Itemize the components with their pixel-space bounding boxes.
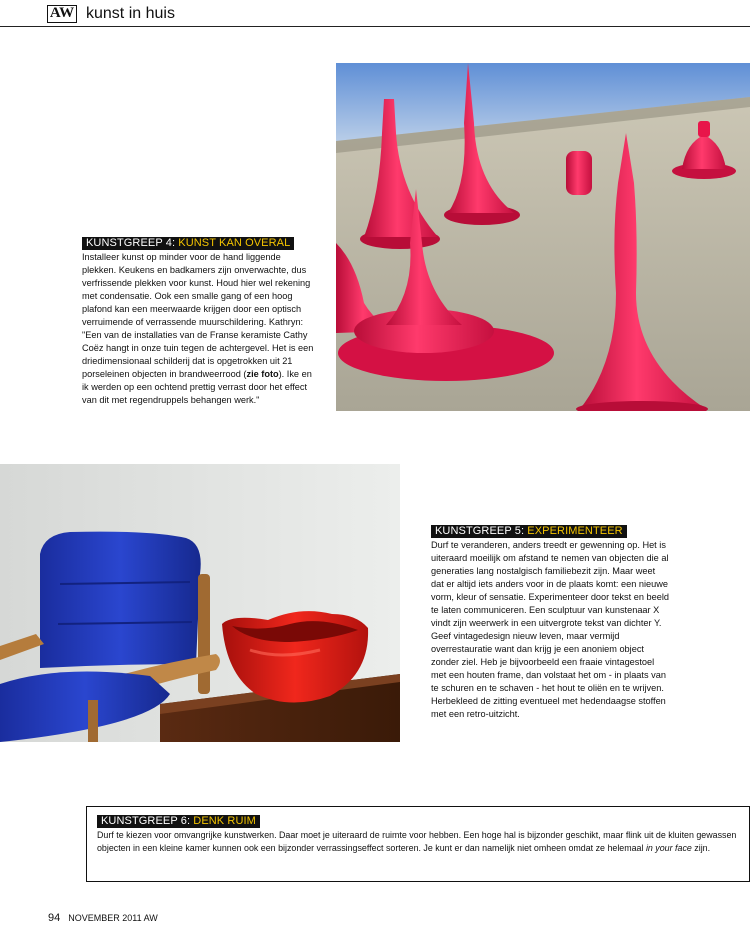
tip-4-text-bold: zie foto [246,369,279,379]
tip-5-paragraph-1: Durf te veranderen, anders treedt er gewenning op. Het is uiteraard moeilijk om afstand te nemen van objecten die al generaties lang nostalgisch familiebezit zijn. Maar weet dat er altijd iets anders voor in de plaats komt: een nieuwe vorm, kleur of sensatie. Experimenteer door tekst en beeld te laten communiceren. Een sculptuur van kunstenaar X vindt zijn weerwerk in een uitvergrote tekst van dichter Y. [431,540,669,628]
magazine-logo: AW [47,5,77,23]
tip-4-highlight: KUNST KAN OVERAL [178,237,291,249]
tip-6-body [97,829,739,855]
tip-4-prefix: KUNSTGREEP 4: [86,237,179,249]
section-title: kunst in huis [86,5,175,22]
page-footer [48,912,158,924]
blue-chair-red-bowl-photo [0,464,400,742]
tip-4-title [82,237,294,250]
tip-6-box [86,806,750,882]
tip-4-text-a: Installeer kunst op minder voor de hand liggende plekken. Keukens en badkamers zijn onverwachte, dus verfrissende plekken voor kunst. Houd hier wel rekening met condensatie. Ook een smalle gang of een hoog plafond kan een meerwaarde krijgen door een optisch verruimende of verrassende muurschildering. Kathryn: "Een van de installaties van de Franse keramiste Cathy Coëz hangt in onze tuin tegen de achtergevel. Het is een driedimensionaal schilderij dat is opgetrokken uit 21 porseleinen objecten in brandweerrood ( [82,252,314,379]
tip-6-text-a: Durf te kiezen voor omvangrijke kunstwerken. Daar moet je uiteraard de ruimte voor hebben. Een hoge hal is bijzonder geschikt, maar flink uit de kluiten gewassen objecten in een kleine kamer kunnen ook een bijzonder verrassingseffect sorteren. Je kunt er dan namelijk niet omheen omdat ze helemaal [97,830,737,853]
tip-6-text-italic: in your face [645,843,692,853]
tip-6-highlight: DENK RUIM [193,815,256,827]
page-number: 94 [48,912,61,924]
header-rule [0,26,750,27]
tip-5-paragraph-2: Geef vintagedesign nieuw leven, maar vermijd overrestauratie want dan krijg je een anoniem object zonder ziel. Heb je bijvoorbeeld een fraaie vintagestoel met een houten frame, dan volstaat het om - in plaats van te schuren en te schaven - het hout te oliën en te wrijven. Herbekleed de zitting eventueel met hedendaagse stoffen met een retro-uitzicht. [431,631,666,719]
tip-6-prefix: KUNSTGREEP 6: [101,815,194,827]
tip-5-block [431,521,669,721]
tip-4-block [82,233,314,407]
tip-5-prefix: KUNSTGREEP 5: [435,525,528,537]
tip-5-title [431,525,627,538]
tip-6-title [97,815,260,828]
tip-4-body [82,251,314,407]
issue-label: NOVEMBER 2011 AW [68,913,158,923]
red-cone-sculptures-photo [336,63,750,411]
tip-4-text-b: ). Ike en ik werden op een ochtend prettig verrast door het effect van dit met regendruppels behangen werk." [82,369,312,405]
tip-5-body [431,539,669,721]
tip-5-highlight: EXPERIMENTEER [527,525,623,537]
tip-6-text-b: zijn. [691,843,711,853]
